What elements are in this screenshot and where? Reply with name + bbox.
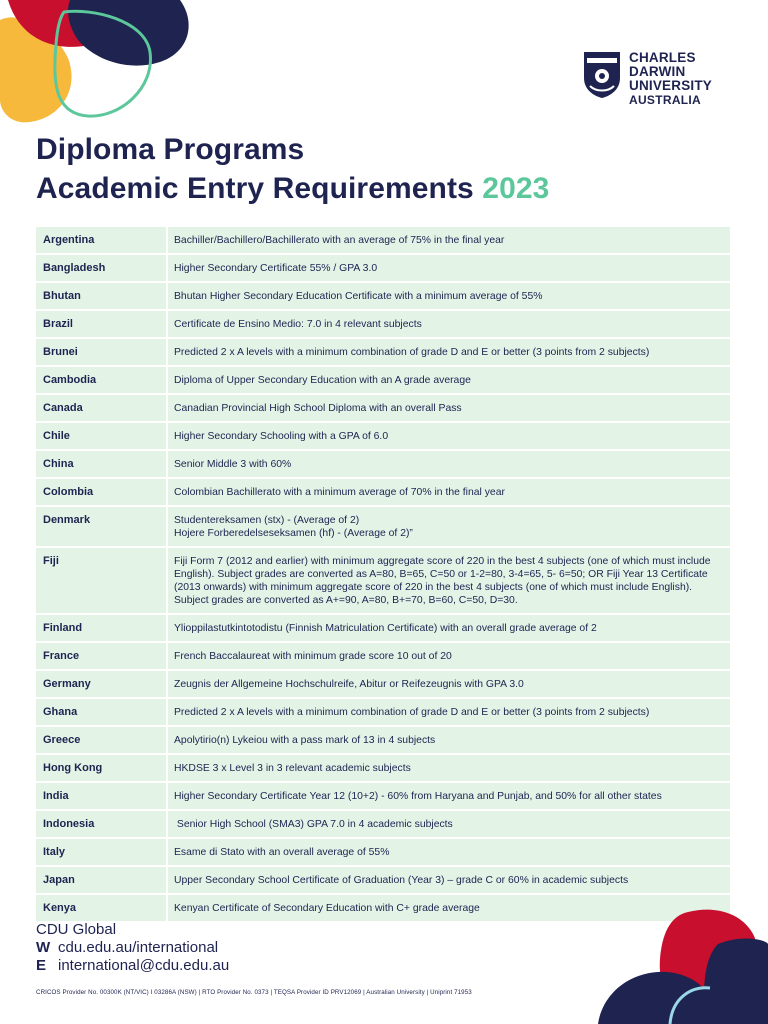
requirement-cell xyxy=(168,671,730,697)
requirement-text: HKDSE 3 x Level 3 in 3 relevant academic subjects xyxy=(174,763,411,774)
country-cell: Denmark xyxy=(36,507,166,546)
requirement-cell xyxy=(168,507,730,546)
country-cell: Brunei xyxy=(36,339,166,365)
requirement-text: Fiji Form 7 (2012 and earlier) with minimum aggregate score of 220 in the best 4 subjects (one of which must include English). Subject grades are converted as A=80, B=65, C=50 or 1-2=80, 3-4=65, 5- 6=50; OR Fiji Year 13 Certificate (2013 onwards) with minimum aggregate score of 220 in the best 4 subjects (one of which must include English). Subject grades are converted as A+=90, A=80, B+=70, B=60, C=50, D=30. xyxy=(174,556,711,606)
requirement-cell xyxy=(168,727,730,753)
table-row xyxy=(36,283,730,309)
country-cell: Brazil xyxy=(36,311,166,337)
requirement-cell xyxy=(168,479,730,505)
table-row xyxy=(36,727,730,753)
table-row xyxy=(36,548,730,613)
table-row xyxy=(36,311,730,337)
footer-org: CDU Global xyxy=(36,921,117,938)
table-row xyxy=(36,671,730,697)
country-cell: Hong Kong xyxy=(36,755,166,781)
requirement-text: Canadian Provincial High School Diploma with an overall Pass xyxy=(174,403,462,414)
footer-contact xyxy=(36,921,229,975)
requirement-text: Esame di Stato with an overall average of 55% xyxy=(174,847,390,858)
requirement-cell xyxy=(168,643,730,669)
country-cell: Bhutan xyxy=(36,283,166,309)
country-cell: Argentina xyxy=(36,227,166,253)
country-cell: Kenya xyxy=(36,895,166,921)
table-row xyxy=(36,643,730,669)
requirement-text: Higher Secondary Schooling with a GPA of 6.0 xyxy=(174,431,389,442)
table-row xyxy=(36,615,730,641)
table-row xyxy=(36,811,730,837)
title-line-1: Diploma Programs xyxy=(36,133,305,166)
country-cell: Bangladesh xyxy=(36,255,166,281)
country-cell: Germany xyxy=(36,671,166,697)
country-cell: Canada xyxy=(36,395,166,421)
requirement-cell xyxy=(168,755,730,781)
logo-line-australia: AUSTRALIA xyxy=(629,93,702,107)
table-row xyxy=(36,867,730,893)
decorative-shapes-top xyxy=(0,0,200,130)
country-cell: Colombia xyxy=(36,479,166,505)
web-label: W xyxy=(36,939,51,956)
logo-line-darwin: DARWIN xyxy=(629,64,686,79)
requirement-text: Kenyan Certificate of Secondary Education with C+ grade average xyxy=(174,903,480,914)
requirement-text: French Baccalaureat with minimum grade score 10 out of 20 xyxy=(174,651,452,662)
requirements-table xyxy=(36,227,730,923)
requirement-text: Bachiller/Bachillero/Bachillerato with an average of 75% in the final year xyxy=(174,235,505,246)
requirement-cell xyxy=(168,811,730,837)
requirement-text: Predicted 2 x A levels with a minimum combination of grade D and E or better (3 points from 2 subjects) xyxy=(174,347,650,358)
table-row xyxy=(36,423,730,449)
requirement-text: Higher Secondary Certificate Year 12 (10+2) - 60% from Haryana and Punjab, and 50% for all other states xyxy=(174,791,662,802)
requirement-text: Predicted 2 x A levels with a minimum combination of grade D and E or better (3 points from 2 subjects) xyxy=(174,707,650,718)
requirement-text: Bhutan Higher Secondary Education Certificate with a minimum average of 55% xyxy=(174,291,543,302)
requirement-text: Studentereksamen (stx) - (Average of 2) xyxy=(174,515,360,526)
requirement-cell xyxy=(168,339,730,365)
requirement-text: Upper Secondary School Certificate of Graduation (Year 3) – grade C or 60% in academic subjects xyxy=(174,875,629,886)
requirement-cell xyxy=(168,839,730,865)
country-cell: India xyxy=(36,783,166,809)
table-row xyxy=(36,479,730,505)
country-cell: Ghana xyxy=(36,699,166,725)
table-row xyxy=(36,507,730,546)
requirement-cell xyxy=(168,395,730,421)
table-row xyxy=(36,367,730,393)
country-cell: Indonesia xyxy=(36,811,166,837)
university-crest-icon xyxy=(584,52,620,98)
requirement-text: Colombian Bachillerato with a minimum average of 70% in the final year xyxy=(174,487,505,498)
table-row xyxy=(36,783,730,809)
title-line-2: Academic Entry Requirements xyxy=(36,172,474,205)
requirement-cell xyxy=(168,699,730,725)
requirement-cell xyxy=(168,227,730,253)
legal-notice: CRICOS Provider No. 00300K (NT/VIC) I 03286A (NSW) | RTO Provider No. 0373 | TEQSA Provider ID PRV12069 | Australian University | Uniprint 71953 xyxy=(36,989,472,996)
requirement-cell xyxy=(168,367,730,393)
table-row xyxy=(36,755,730,781)
requirement-cell xyxy=(168,783,730,809)
decorative-shapes-bottom xyxy=(598,904,768,1024)
table-row xyxy=(36,839,730,865)
title-year: 2023 xyxy=(482,172,550,205)
requirement-text: Higher Secondary Certificate 55% / GPA 3.0 xyxy=(174,263,378,274)
requirement-cell xyxy=(168,423,730,449)
country-cell: Japan xyxy=(36,867,166,893)
country-cell: Finland xyxy=(36,615,166,641)
table-row xyxy=(36,699,730,725)
requirement-text: Diploma of Upper Secondary Education with an A grade average xyxy=(174,375,471,386)
requirement-cell xyxy=(168,311,730,337)
requirement-text-line-2: Hojere Forberedelseseksamen (hf) - (Average of 2)” xyxy=(174,528,413,539)
website-link[interactable]: cdu.edu.au/international xyxy=(58,939,219,956)
requirement-text: Certificate de Ensino Medio: 7.0 in 4 relevant subjects xyxy=(174,319,422,330)
page-title xyxy=(36,130,549,208)
requirement-text: Senior Middle 3 with 60% xyxy=(174,459,292,470)
cdu-logo xyxy=(584,50,744,106)
country-cell: Chile xyxy=(36,423,166,449)
table-row xyxy=(36,451,730,477)
requirement-cell xyxy=(168,283,730,309)
email-label: E xyxy=(36,957,47,974)
table-row xyxy=(36,227,730,253)
country-cell: Italy xyxy=(36,839,166,865)
table-row xyxy=(36,255,730,281)
country-cell: Fiji xyxy=(36,548,166,613)
requirement-cell xyxy=(168,255,730,281)
requirement-text: Apolytirio(n) Lykeiou with a pass mark of 13 in 4 subjects xyxy=(174,735,436,746)
country-cell: China xyxy=(36,451,166,477)
requirement-text: Zeugnis der Allgemeine Hochschulreife, Abitur or Reifezeugnis with GPA 3.0 xyxy=(174,679,524,690)
email-link[interactable]: international@cdu.edu.au xyxy=(58,957,230,974)
requirement-cell xyxy=(168,451,730,477)
requirement-cell xyxy=(168,867,730,893)
table-row xyxy=(36,339,730,365)
table-row xyxy=(36,395,730,421)
requirement-text: Ylioppilastutkintotodistu (Finnish Matriculation Certificate) with an overall grade average of 2 xyxy=(174,623,597,634)
requirement-cell xyxy=(168,548,730,613)
logo-line-charles: CHARLES xyxy=(629,50,696,65)
requirement-text: Senior High School (SMA3) GPA 7.0 in 4 academic subjects xyxy=(174,819,453,830)
country-cell: France xyxy=(36,643,166,669)
country-cell: Cambodia xyxy=(36,367,166,393)
country-cell: Greece xyxy=(36,727,166,753)
requirement-cell xyxy=(168,615,730,641)
logo-line-university: UNIVERSITY xyxy=(629,78,713,93)
